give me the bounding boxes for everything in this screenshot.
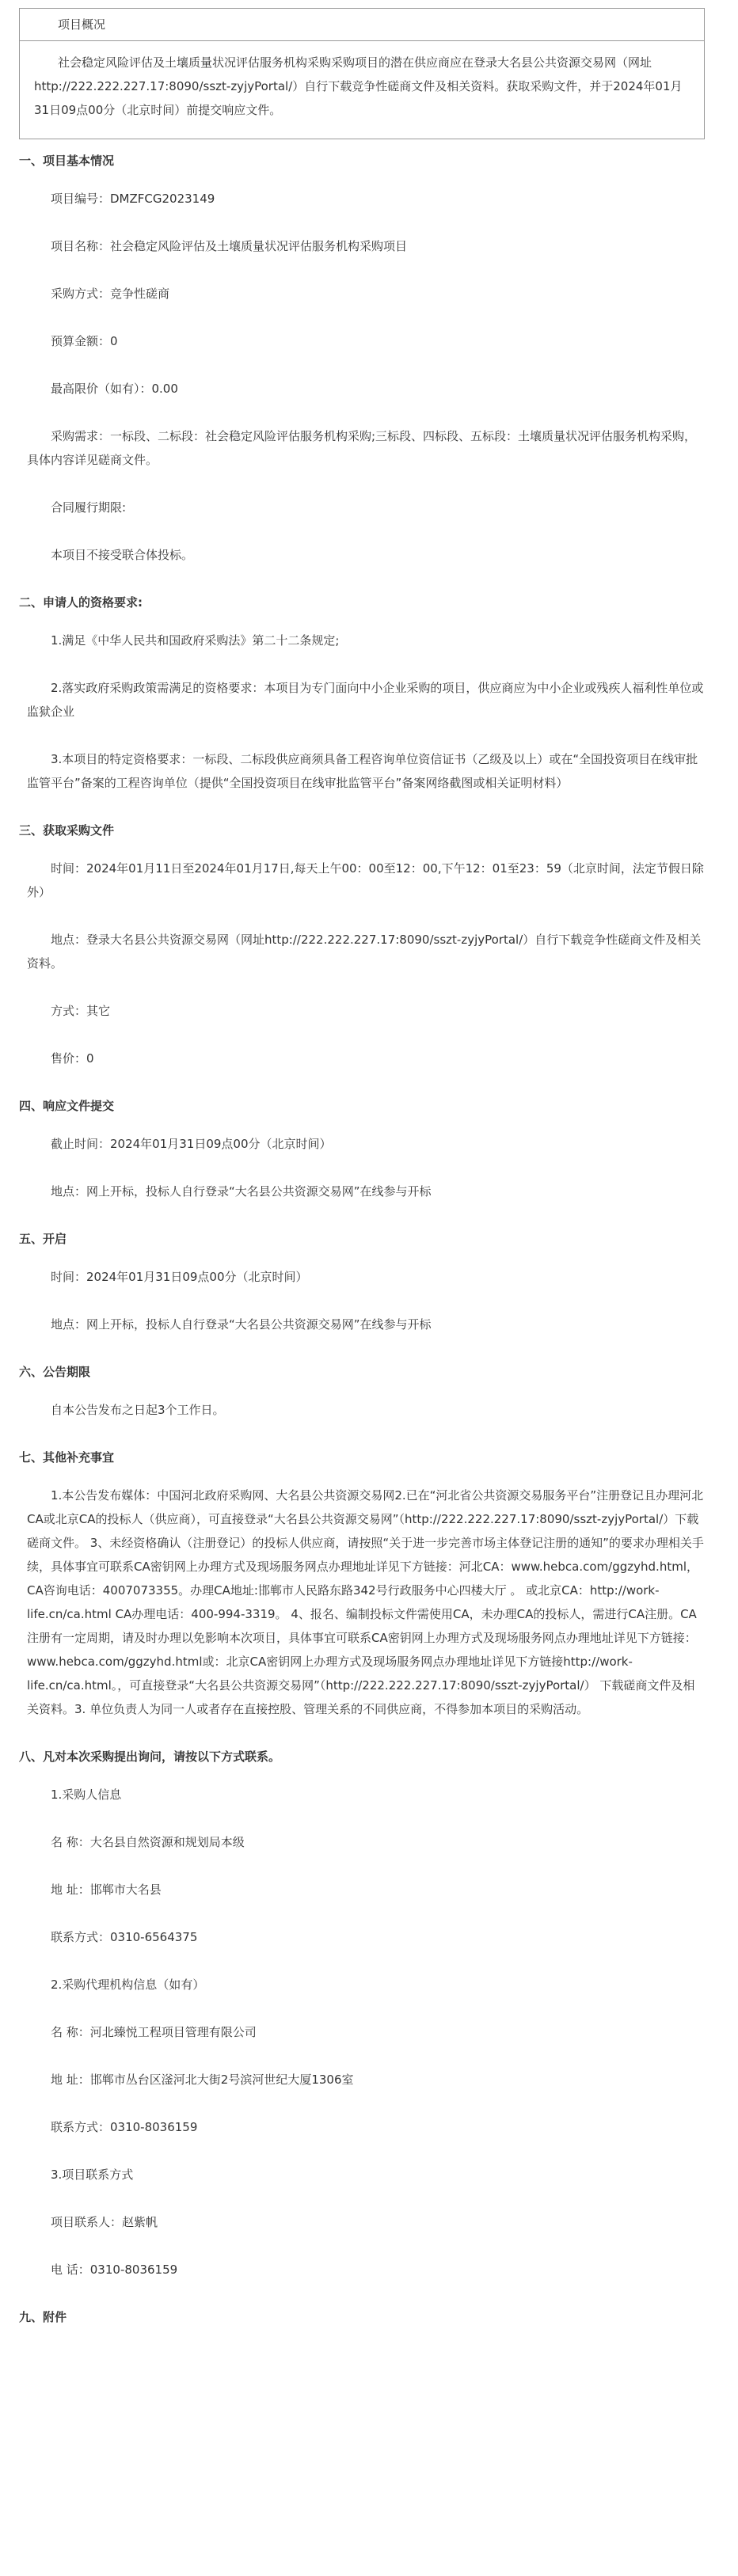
section-heading: 八、凡对本次采购提出询问，请按以下方式联系。 bbox=[19, 1750, 281, 1764]
section-paragraph: 地 址：邯郸市大名县 bbox=[51, 1883, 162, 1897]
section-heading: 九、附件 bbox=[19, 2310, 67, 2324]
project-overview-title: 项目概况 bbox=[20, 9, 704, 41]
section-paragraph: 合同履行期限: bbox=[51, 500, 127, 515]
section-heading: 二、申请人的资格要求: bbox=[19, 595, 143, 610]
section-paragraph: 售价：0 bbox=[51, 1051, 94, 1066]
section-heading: 三、获取采购文件 bbox=[19, 823, 115, 838]
section-paragraph: 联系方式：0310-8036159 bbox=[51, 2120, 198, 2134]
section-paragraph: 最高限价（如有）：0.00 bbox=[51, 382, 178, 396]
section-paragraph: 名 称：大名县自然资源和规划局本级 bbox=[51, 1835, 245, 1849]
section-paragraph: 3.本项目的特定资格要求：一标段、二标段供应商须具备工程咨询单位资信证书（乙级及以上）或在“全国投资项目在线审批监管平台”备案的工程咨询单位（提供“全国投资项目在线审批监管平台”备案网络截图或相关证明材料） bbox=[27, 752, 698, 790]
section-heading: 五、开启 bbox=[19, 1232, 67, 1246]
section-heading: 六、公告期限 bbox=[19, 1365, 91, 1379]
section-paragraph: 联系方式：0310-6564375 bbox=[51, 1930, 198, 1944]
section-heading: 一、项目基本情况 bbox=[19, 154, 115, 168]
section-paragraph: 预算金额：0 bbox=[51, 334, 118, 348]
section-paragraph: 1.采购人信息 bbox=[51, 1788, 122, 1802]
section-paragraph: 地 址：邯郸市丛台区滏河北大街2号滨河世纪大厦1306室 bbox=[51, 2073, 354, 2087]
section-paragraph: 项目编号：DMZFCG2023149 bbox=[51, 192, 215, 206]
section-paragraph: 时间：2024年01月11日至2024年01月17日,每天上午00：00至12：00,下午12：01至23：59（北京时间，法定节假日除外） bbox=[27, 861, 704, 899]
section-paragraph: 采购需求：一标段、二标段：社会稳定风险评估服务机构采购;三标段、四标段、五标段：土壤质量状况评估服务机构采购，具体内容详见磋商文件。 bbox=[27, 429, 697, 467]
section-paragraph: 名 称：河北臻悦工程项目管理有限公司 bbox=[51, 2025, 257, 2039]
section-paragraph: 项目名称：社会稳定风险评估及土壤质量状况评估服务机构采购项目 bbox=[51, 239, 408, 253]
section-paragraph: 2.采购代理机构信息（如有） bbox=[51, 1978, 205, 1992]
section-paragraph: 地点：网上开标，投标人自行登录“大名县公共资源交易网”在线参与开标 bbox=[51, 1184, 432, 1199]
section-heading: 七、其他补充事宜 bbox=[19, 1450, 115, 1465]
section-paragraph: 1.满足《中华人民共和国政府采购法》第二十二条规定; bbox=[51, 633, 340, 648]
section-paragraph: 3.项目联系方式 bbox=[51, 2168, 134, 2182]
section-heading: 四、响应文件提交 bbox=[19, 1099, 115, 1113]
section-paragraph: 电 话：0310-8036159 bbox=[51, 2263, 178, 2277]
project-overview-box bbox=[19, 8, 705, 139]
section-paragraph: 本项目不接受联合体投标。 bbox=[51, 548, 194, 562]
section-paragraph: 时间：2024年01月31日09点00分（北京时间） bbox=[51, 1270, 308, 1284]
section-paragraph: 方式：其它 bbox=[51, 1004, 111, 1018]
section-paragraph: 1.本公告发布媒体：中国河北政府采购网、大名县公共资源交易网2.已在“河北省公共资源交易服务平台”注册登记且办理河北CA或北京CA的投标人（供应商），可直接登录“大名县公共资源交易网”（http://222.222.227.17:8090/sszt-zyjyPortal/）下载磋商文件。 3、未经资格确认（注册登记）的投标人供应商，请按照“关于进一步完善市场主体登记注册的通知”的要求办理相关手续，具体事宜可联系CA密钥网上办理方式及现场服务网点办理地址详见下方链接：河北CA：www.hebca.com/ggzyhd.html，CA咨询电话：4007073355。办理CA地址:邯郸市人民路东路342号行政服务中心四楼大厅 。 或北京CA：http://work-life.cn/ca.html CA办理电话：400-994-3319。 4、报名、编制投标文件需使用CA，未办理CA的投标人，需进行CA注册。CA注册有一定周期，请及时办理以免影响本次项目，具体事宜可联系CA密钥网上办理方式及现场服务网点办理地址详见下方链接：www.hebca.com/ggzyhd.html或：北京CA密钥网上办理方式及现场服务网点办理地址详见下方链接http://work-life.cn/ca.html。，可直接登录“大名县公共资源交易网”（http://222.222.227.17:8090/sszt-zyjyPortal/） 下载磋商文件及相关资料。3. 单位负责人为同一人或者存在直接控股、管理关系的不同供应商，不得参加本项目的采购活动。 bbox=[27, 1488, 704, 1716]
project-overview-text: 社会稳定风险评估及土壤质量状况评估服务机构采购采购项目的潜在供应商应在登录大名县公共资源交易网（网址http://222.222.227.17:8090/sszt-zyjyPortal/）自行下载竞争性磋商文件及相关资料。获取采购文件，并于2024年01月31日09点00分（北京时间）前提交响应文件。 bbox=[34, 55, 683, 117]
section-paragraph: 截止时间：2024年01月31日09点00分（北京时间） bbox=[51, 1137, 332, 1151]
section-paragraph: 地点：网上开标，投标人自行登录“大名县公共资源交易网”在线参与开标 bbox=[51, 1317, 432, 1332]
section-paragraph: 项目联系人：赵紫帆 bbox=[51, 2215, 158, 2229]
section-paragraph: 采购方式：竞争性磋商 bbox=[51, 287, 170, 301]
announcement-content bbox=[19, 139, 705, 2343]
section-paragraph: 自本公告发布之日起3个工作日。 bbox=[51, 1403, 225, 1417]
section-paragraph: 地点：登录大名县公共资源交易网（网址http://222.222.227.17:8090/sszt-zyjyPortal/）自行下载竞争性磋商文件及相关资料。 bbox=[27, 933, 702, 971]
section-paragraph: 2.落实政府采购政策需满足的资格要求：本项目为专门面向中小企业采购的项目，供应商应为中小企业或残疾人福利性单位或监狱企业 bbox=[27, 681, 704, 719]
